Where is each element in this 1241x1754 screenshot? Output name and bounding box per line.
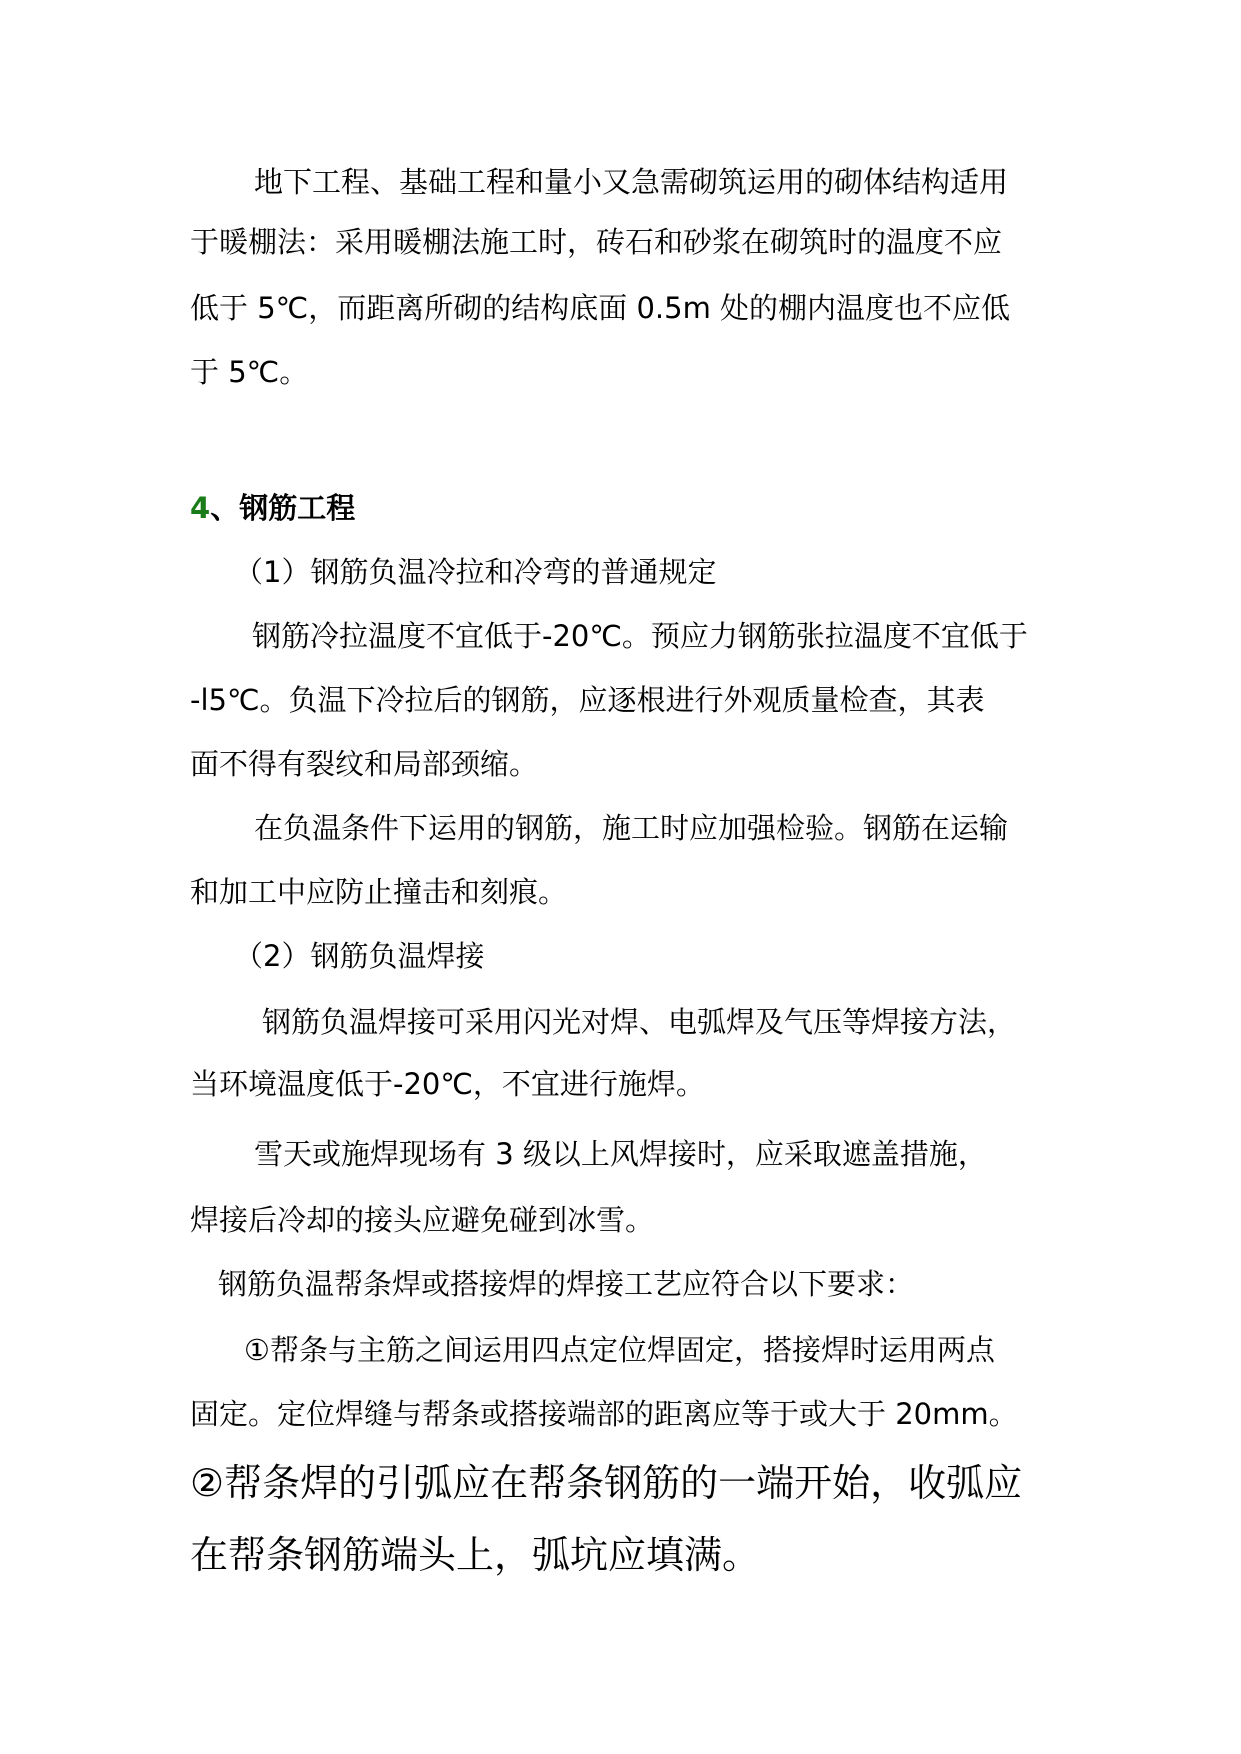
paragraph-2-line-3: 面不得有裂纹和局部颈缩。 bbox=[190, 747, 539, 781]
paragraph-1-line-2: 于暖棚法：采用暖棚法施工时，砖石和砂浆在砌筑时的温度不应 bbox=[190, 225, 1003, 259]
paragraph-5-line-1: 雪天或施焊现场有 3 级以上风焊接时，应采取遮盖措施， bbox=[254, 1137, 987, 1171]
section-heading bbox=[190, 488, 355, 528]
section-title: 、钢筋工程 bbox=[210, 491, 356, 525]
subheading-2: （2）钢筋负温焊接 bbox=[234, 939, 485, 973]
paragraph-7-line-1: ①帮条与主筋之间运用四点定位焊固定，搭接焊时运用两点 bbox=[244, 1333, 995, 1367]
section-number: 4 bbox=[190, 491, 211, 525]
paragraph-2-line-2: -l5℃。负温下冷拉后的钢筋，应逐根进行外观质量检查，其表 bbox=[190, 683, 985, 717]
paragraph-6-line-1: 钢筋负温帮条焊或搭接焊的焊接工艺应符合以下要求： bbox=[218, 1267, 915, 1301]
paragraph-1-line-4: 于 5℃。 bbox=[190, 355, 309, 389]
subheading-1: （1）钢筋负温冷拉和冷弯的普通规定 bbox=[234, 555, 717, 589]
paragraph-3-line-2: 和加工中应防止撞击和刻痕。 bbox=[190, 875, 568, 909]
paragraph-2-line-1: 钢筋冷拉温度不宜低于-20℃。预应力钢筋张拉温度不宜低于 bbox=[252, 619, 1028, 653]
paragraph-3-line-1: 在负温条件下运用的钢筋，施工时应加强检验。钢筋在运输 bbox=[254, 811, 1009, 845]
paragraph-1-line-1: 地下工程、基础工程和量小又急需砌筑运用的砌体结构适用 bbox=[254, 165, 1009, 199]
paragraph-4-line-1: 钢筋负温焊接可采用闪光对焊、电弧焊及气压等焊接方法， bbox=[262, 1005, 1017, 1039]
paragraph-8-line-1: ②帮条焊的引弧应在帮条钢筋的一端开始，收弧应 bbox=[190, 1461, 1023, 1505]
paragraph-5-line-2: 焊接后冷却的接头应避免碰到冰雪。 bbox=[190, 1203, 655, 1237]
paragraph-4-line-2: 当环境温度低于-20℃，不宜进行施焊。 bbox=[190, 1067, 705, 1101]
paragraph-1-line-3: 低于 5℃，而距离所砌的结构底面 0.5m 处的棚内温度也不应低 bbox=[190, 291, 1011, 325]
paragraph-8-line-2: 在帮条钢筋端头上，弧坑应填满。 bbox=[190, 1533, 761, 1577]
paragraph-7-line-2: 固定。定位焊缝与帮条或搭接端部的距离应等于或大于 20mm。 bbox=[190, 1397, 1018, 1431]
